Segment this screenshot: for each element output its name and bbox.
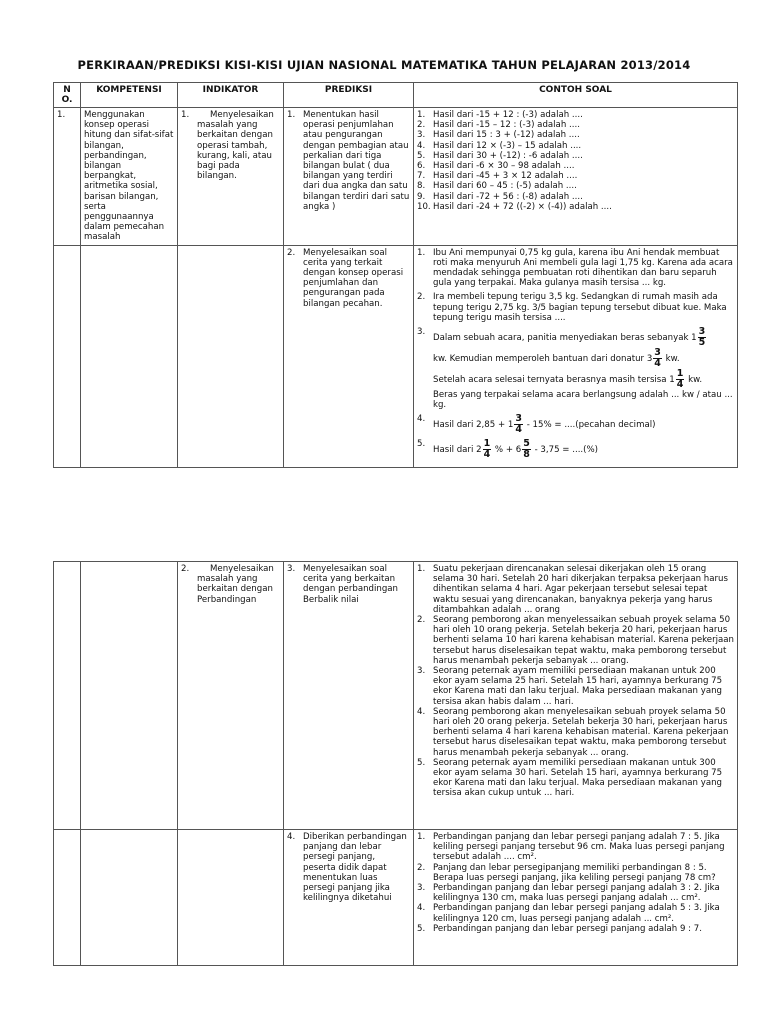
table-header-row: [54, 83, 738, 108]
list-item: [417, 141, 734, 151]
list-item: [417, 161, 734, 171]
header-contoh-soal: CONTOH SOAL: [414, 83, 738, 108]
list-item: [417, 903, 734, 923]
list-number: 2.: [417, 615, 426, 626]
prediksi-cell: 1. Menentukan hasil operasi penjumlahan atau pengurangan dengan pembagian atau perkalian dari tiga bilangan bulat ( dua bilangan yang terdiri dari dua angka dan satu bilangan terdiri dari satu angka ): [284, 108, 414, 246]
prediksi-cell: 3. Menyelesaikan soal cerita yang berkaitan dengan perbandingan Berbalik nilai: [284, 562, 414, 830]
list-number: 2.: [417, 862, 426, 873]
list-number: 3.: [417, 883, 426, 894]
list-item: [417, 202, 734, 212]
list-text: Hasil dari 15 : 3 + (-12) adalah ....: [433, 130, 580, 141]
table-row: [54, 245, 738, 467]
list-text: Hasil dari -6 × 30 – 98 adalah ....: [433, 161, 575, 172]
contoh-soal-cell: [414, 830, 738, 966]
header-indikator: INDIKATOR: [178, 83, 284, 108]
kisi-kisi-table-page-2: [53, 561, 738, 966]
list-text: Perbandingan panjang dan lebar persegi panjang adalah 7 : 5. Jika keliling persegi panjang tersebut 96 cm. Maka luas persegi panjang tersebut adalah .... cm².: [433, 832, 725, 863]
list-item: [417, 181, 734, 191]
list-text: Seorang pemborong akan menyelesaikan sebuah proyek selama 50 hari oleh 20 orang pekerja. Setelah bekerja 30 hari, pekerjaan harus berhenti selama 4 hari karena kehabisan material. Karena pekerjaan tersebut harus diselesaikan tepat waktu, maka pemborong tersebut harus menambah pekerja sebanyak ... orang.: [433, 706, 729, 758]
list-number: 3.: [417, 130, 426, 141]
list-text: Seorang pemborong akan menyelessaikan sebuah proyek selama 50 hari oleh 10 orang pekerja. Setelah bekerja 20 hari, pekerjaan harus berhenti selama 10 hari karena kehabisan material. Karena pekerjaan tersebut harus diselesaikan tepat waktu, maka pemborong tersebut harus menambah pekerja sebanyak ... orang.: [433, 615, 734, 666]
list-text: Seorang peternak ayam memiliki persediaan makanan untuk 300 ekor ayam selama 30 hari. Setelah 15 hari, ayamnya berkurang 75 ekor Karena mati dan laku terjual. Maka persediaan makanan yang tersisa akan cukup untuk ... hari.: [433, 757, 723, 799]
prediksi-cell: 4. Diberikan perbandingan panjang dan lebar persegi panjang, peserta didik dapat menentukan luas persegi panjang jika kelilingnya diketahui: [284, 830, 414, 966]
list-number: 1.: [417, 110, 426, 120]
list-number: 4.: [417, 903, 426, 914]
list-item: [417, 564, 734, 615]
list-item: 3. Dalam sebuah acara, panitia menyediakan beras sebanyak 1 $\frac{3}{5}$ kw. Kemudian memperoleh bantuan dari donatur 3 $\frac{3}{4}$ kw. Setelah acara selesai ternyata berasnya masih tersisa 1 $\frac{1}{4}$ kw. Beras yang terpakai selama acara berlangsung adalah ... kw / atau ... kg.: [417, 326, 733, 411]
list-item: [417, 130, 734, 140]
list-item: [417, 758, 734, 799]
list-number: 9.: [417, 191, 426, 202]
document-title: PERKIRAAN/PREDIKSI KISI-KISI UJIAN NASIONAL MATEMATIKA TAHUN PELAJARAN 2013/2014: [77, 58, 691, 72]
list-text: Hasil dari -72 + 56 : (-8) adalah ....: [433, 191, 583, 202]
list-item: [417, 924, 734, 934]
list-item: [417, 707, 734, 758]
list-item: [417, 120, 734, 130]
kisi-kisi-table-page-1: [53, 82, 738, 468]
list-item: [417, 863, 734, 883]
list-item: [417, 666, 734, 707]
list-item: [417, 192, 734, 202]
contoh-soal-list: [417, 564, 734, 799]
list-number: 1.: [417, 832, 426, 842]
list-item: 5. Hasil dari 2 $\frac{1}{4}$ % + 6 $\frac{5}{8}$ - 3,75 = ....(%): [417, 438, 599, 461]
list-item: 2. Ira membeli tepung terigu 3,5 kg. Sedangkan di rumah masih ada tepung terigu 2,75 kg. 3/5 bagian tepung tersebut dibuat kue. Maka tepung terigu masih tersisa ....: [417, 292, 727, 323]
list-number: 5.: [417, 923, 426, 934]
list-text: Seorang peternak ayam memiliki persediaan makanan untuk 200 ekor ayam selama 25 hari. Setelah 15 hari, ayamnya berkurang 75 ekor Karena mati dan laku terjual. Maka persediaan makanan yang tersisa akan habis dalam ... hari.: [433, 666, 723, 707]
list-text: Perbandingan panjang dan lebar persegi panjang adalah 5 : 3. Jika kelilingnya 120 cm, luas persegi panjang adalah ... cm².: [433, 903, 720, 924]
table-row: [54, 108, 738, 246]
contoh-soal-cell: [414, 108, 738, 246]
contoh-soal-list: [417, 832, 734, 934]
contoh-soal-cell: [414, 245, 738, 467]
header-no: N O.: [54, 83, 81, 108]
list-number: 2.: [417, 120, 426, 131]
list-number: 5.: [417, 150, 426, 161]
list-number: 6.: [417, 161, 426, 172]
list-number: 4.: [417, 706, 426, 717]
list-text: Hasil dari -24 + 72 ((-2) × (-4)) adalah ....: [433, 201, 612, 212]
list-item: 4. Hasil dari 2,85 + 1 $\frac{3}{4}$ - 15% = ....(pecahan decimal): [417, 413, 656, 436]
header-prediksi: PREDIKSI: [284, 83, 414, 108]
list-text: Hasil dari 60 – 45 : (-5) adalah ....: [433, 181, 577, 192]
list-number: 8.: [417, 181, 426, 192]
row-number: 1.: [54, 108, 81, 246]
list-text: Perbandingan panjang dan lebar persegi panjang adalah 3 : 2. Jika kelilingnya 130 cm, maka luas persegi panjang adalah ... cm².: [433, 883, 720, 904]
indikator-cell: 1. Menyelesaikan masalah yang berkaitan dengan operasi tambah, kurang, kali, atau bagi pada bilangan.: [178, 108, 284, 246]
list-item: [417, 832, 734, 863]
list-number: 1.: [417, 564, 426, 574]
indikator-cell: 2. Menyelesaikan masalah yang berkaitan dengan Perbandingan: [178, 562, 284, 830]
list-number: 10.: [417, 201, 431, 212]
list-number: 3.: [417, 666, 426, 677]
list-text: Hasil dari 30 + (-12) : -6 adalah ....: [433, 150, 583, 161]
contoh-soal-list: [417, 110, 734, 212]
list-text: Suatu pekerjaan direncanakan selesai dikerjakan oleh 15 orang selama 30 hari. Setelah 20 hari dikerjakan terpaksa pekerjaan harus dihentikan selama 4 hari. Agar pekerjaan tersebut selesai tepat waktu sesuai yang direncanakan, banyaknya pekerja yang harus ditambahkan adalah ... orang: [433, 564, 728, 615]
list-text: Hasil dari -15 – 12 : (-3) adalah ....: [433, 120, 580, 131]
list-text: Hasil dari -45 + 3 × 12 adalah ....: [433, 171, 578, 182]
list-number: 7.: [417, 171, 426, 182]
kompetensi-cell: Menggunakan konsep operasi hitung dan sifat-sifat bilangan, perbandingan, bilangan berpangkat, aritmetika sosial, barisan bilangan, serta penggunaannya dalam pemecahan masalah: [81, 108, 178, 246]
list-text: Panjang dan lebar persegipanjang memiliki perbandingan 8 : 5. Berapa luas persegi panjang, jika keliling persegi panjang 78 cm?: [433, 862, 716, 883]
list-text: Hasil dari 12 × (-3) – 15 adalah ....: [433, 140, 582, 151]
list-item: [417, 883, 734, 903]
list-text: Perbandingan panjang dan lebar persegi panjang adalah 9 : 7.: [433, 923, 702, 934]
prediksi-cell: 2. Menyelesaikan soal cerita yang terkait dengan konsep operasi penjumlahan dan pengurangan pada bilangan pecahan.: [284, 245, 414, 467]
list-item: [417, 151, 734, 161]
list-item: [417, 171, 734, 181]
header-kompetensi: KOMPETENSI: [81, 83, 178, 108]
list-item: 1. Ibu Ani mempunyai 0,75 kg gula, karena ibu Ani hendak membuat roti maka menyuruh Ani membeli gula lagi 1,75 kg. Karena ada acara mendadak sehingga pembuatan roti dihentikan dan baru separuh gula yang terpakai. Maka gulanya masih tersisa ... kg.: [417, 247, 733, 289]
table-row: [54, 562, 738, 830]
list-item: [417, 110, 734, 120]
list-item: [417, 615, 734, 666]
table-row: [54, 830, 738, 966]
list-number: 5.: [417, 757, 426, 768]
list-text: Hasil dari -15 + 12 : (-3) adalah ....: [433, 110, 583, 120]
contoh-soal-cell: [414, 562, 738, 830]
list-number: 4.: [417, 140, 426, 151]
